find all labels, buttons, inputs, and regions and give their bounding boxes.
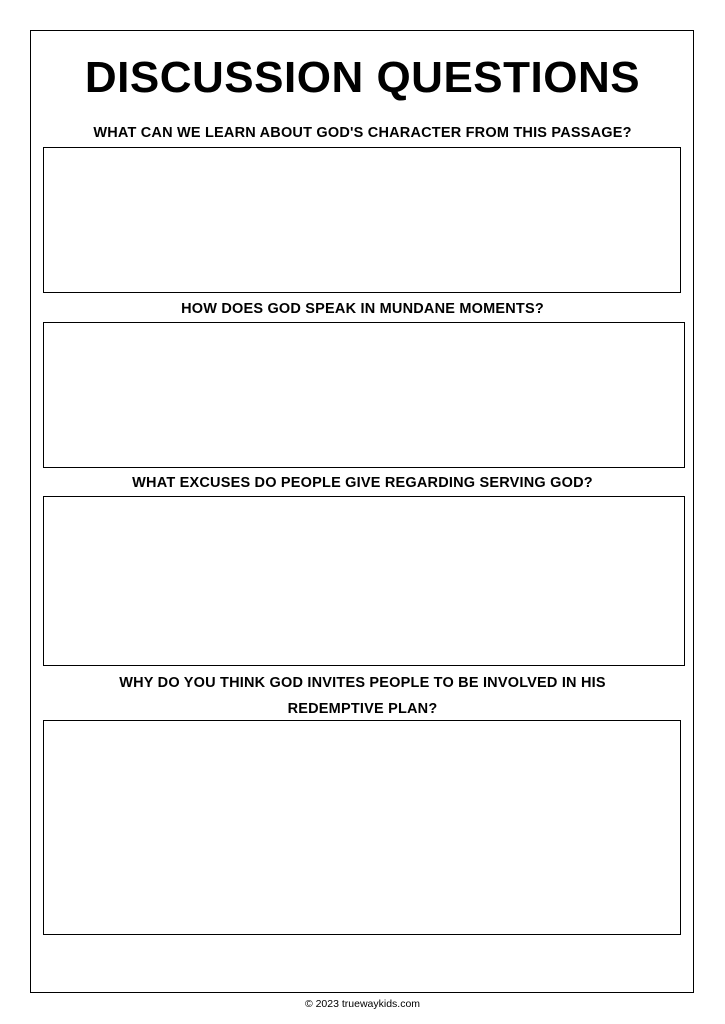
question-4-line-1: WHY DO YOU THINK GOD INVITES PEOPLE TO BE INVOLVED IN HIS — [119, 675, 606, 691]
question-3: WHAT EXCUSES DO PEOPLE GIVE REGARDING SERVING GOD? — [132, 475, 593, 491]
answer-box-2[interactable] — [43, 322, 685, 468]
question-1: WHAT CAN WE LEARN ABOUT GOD'S CHARACTER FROM THIS PASSAGE? — [93, 125, 632, 141]
question-2: HOW DOES GOD SPEAK IN MUNDANE MOMENTS? — [181, 301, 544, 317]
answer-box-4[interactable] — [43, 720, 681, 935]
answer-box-3[interactable] — [43, 496, 685, 666]
page-title: DISCUSSION QUESTIONS — [84, 53, 641, 102]
answer-box-1[interactable] — [43, 147, 681, 293]
question-4-line-2: REDEMPTIVE PLAN? — [287, 701, 438, 717]
copyright-footer: © 2023 truewaykids.com — [304, 998, 421, 1010]
question-4 — [40, 670, 685, 722]
